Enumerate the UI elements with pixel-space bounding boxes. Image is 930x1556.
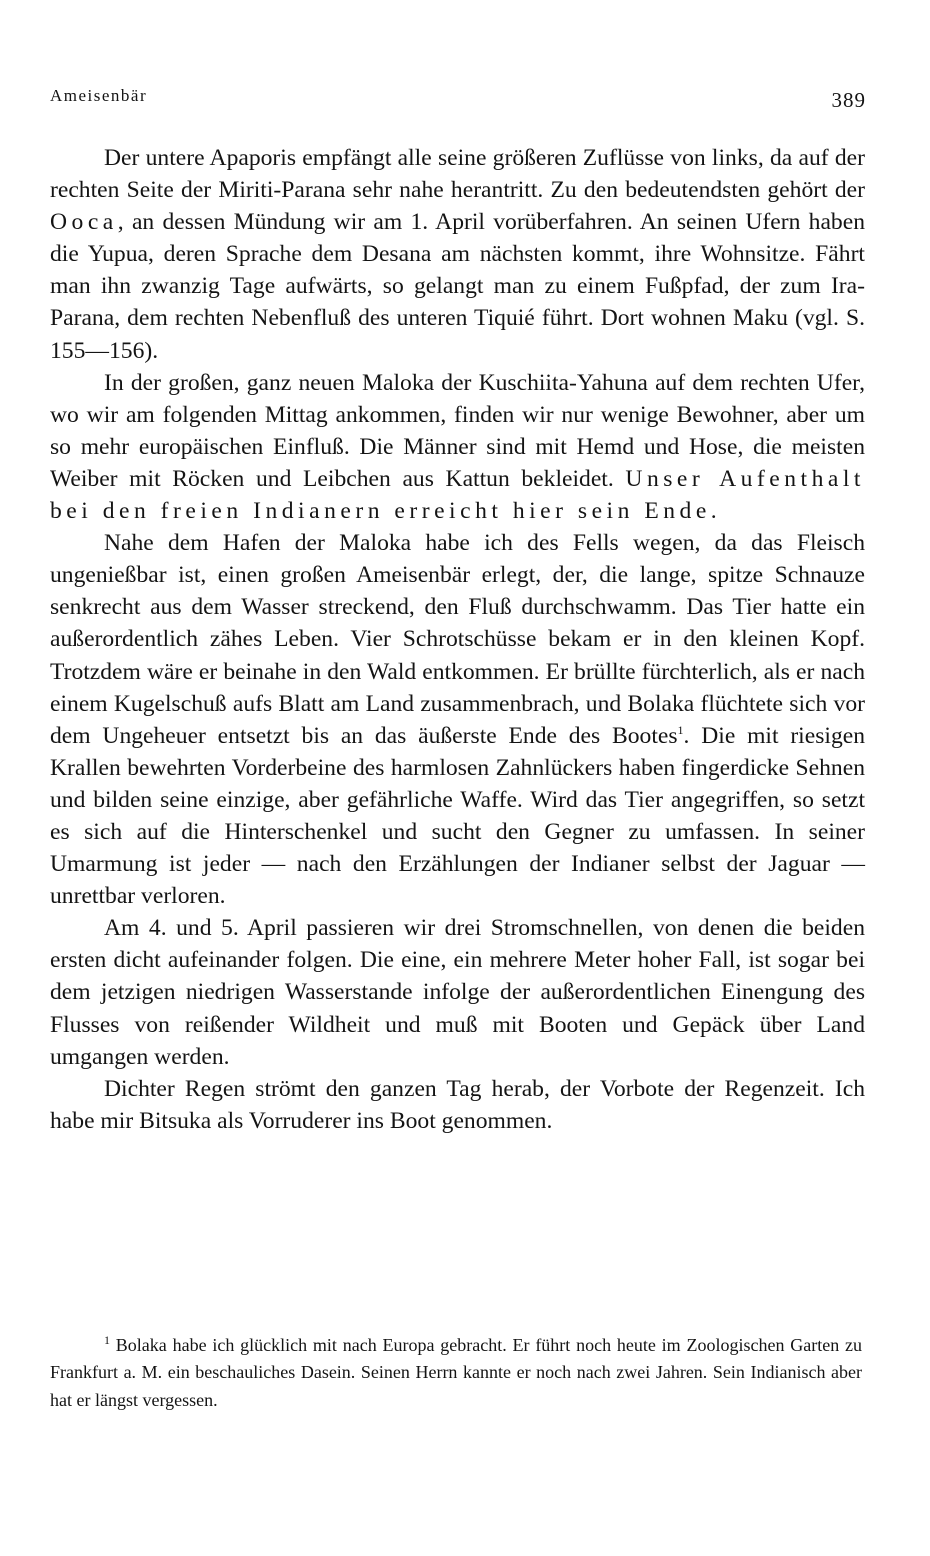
footnote-reference: 1: [677, 722, 684, 737]
paragraph-text: Am 4. und 5. April passieren wir drei Stromschnellen, von denen die beiden ersten dicht aufeinander folgen. Die eine, ein mehrere Meter hoher Fall, ist sogar bei dem jetzigen niedrigen Wasserstande infolge der außerordentlichen Einengung des Flusses von reißender Wildheit und muß mit Booten und Gepäck über Land umgangen werden.: [50, 915, 865, 1070]
paragraph-1: [50, 142, 865, 367]
paragraph-text: Nahe dem Hafen der Maloka habe ich des Fells wegen, da das Fleisch ungenießbar ist, einen großen Ameisenbär erlegt, der, die lange, spitze Schnauze senkrecht aus dem Wasser streckend, den Fluß durchschwamm. Das Tier hatte ein außerordentlich zähes Leben. Vier Schrotschüsse bekam er in den kleinen Kopf. Trotzdem wäre er beinahe in den Wald entkommen. Er brüllte fürchterlich, als er nach einem Kugelschuß aufs Blatt am Land zusammenbrach, und Bolaka flüchtete sich vor dem Ungeheuer entsetzt bis an das äußerste Ende des Bootes: [50, 530, 865, 749]
body-text: [50, 142, 865, 1137]
paragraph-text: Der untere Apaporis empfängt alle seine größeren Zuflüsse von links, da auf der rechten Seite der Miriti-Parana sehr nahe herantritt. Zu den bedeutendsten gehört der: [50, 145, 865, 204]
running-head: Ameisenbär: [50, 86, 148, 105]
paragraph-text: . Die mit riesigen Krallen bewehrten Vorderbeine des harmlosen Zahnlückers haben fingerdicke Sehnen und bilden seine einzige, aber gefährliche Waffe. Wird das Tier angegriffen, so setzt es sich auf die Hinterschenkel und sucht den Gegner zu umfassen. In seiner Umarmung ist jeder — nach den Erzählungen der Indianer selbst der Jaguar — unrettbar verloren.: [50, 722, 866, 910]
emphasized-text: Ooca: [50, 209, 118, 236]
emphasized-text: Unser Aufenthalt bei den freien Indianern erreicht hier sein Ende: [50, 465, 865, 525]
paragraph-2: [50, 367, 865, 527]
paragraph-text: .: [710, 498, 717, 525]
paragraph-text: Dichter Regen strömt den ganzen Tag herab, der Vorbote der Regenzeit. Ich habe mir Bitsuka als Vorruderer ins Boot genommen.: [50, 1075, 865, 1134]
footnote: [50, 1332, 862, 1414]
paragraph-4: [50, 912, 865, 1072]
paragraph-5: [50, 1073, 865, 1137]
paragraph-text: In der großen, ganz neuen Maloka der Kuschiita-Yahuna auf dem rechten Ufer, wo wir am folgenden Mittag ankommen, finden wir nur wenige Bewohner, aber um so mehr europäischen Einfluß. Die Männer sind mit Hemd und Hose, die meisten Weiber mit Röcken und Leibchen aus Kattun bekleidet.: [50, 369, 865, 492]
footnote-marker: 1: [104, 1333, 110, 1347]
page-number: 389: [831, 88, 866, 112]
paragraph-text: , an dessen Mündung wir am 1. April vorüberfahren. An seinen Ufern haben die Yupua, deren Sprache dem Desana am nächsten kommt, ihre Wohnsitze. Fährt man ihn zwanzig Tage aufwärts, so gelangt man zu einem Fußpfad, der zum Ira-Parana, dem rechten Nebenfluß des unteren Tiquié führt. Dort wohnen Maku (vgl. S. 155—156).: [50, 209, 865, 364]
paragraph-3: [50, 527, 865, 912]
footnote-text: Bolaka habe ich glücklich mit nach Europa gebracht. Er führt noch heute im Zoologischen Garten zu Frankfurt a. M. ein beschauliches Dasein. Seinen Herrn kannte er noch nach zwei Jahren. Sein Indianisch aber hat er längst vergessen.: [50, 1335, 862, 1410]
